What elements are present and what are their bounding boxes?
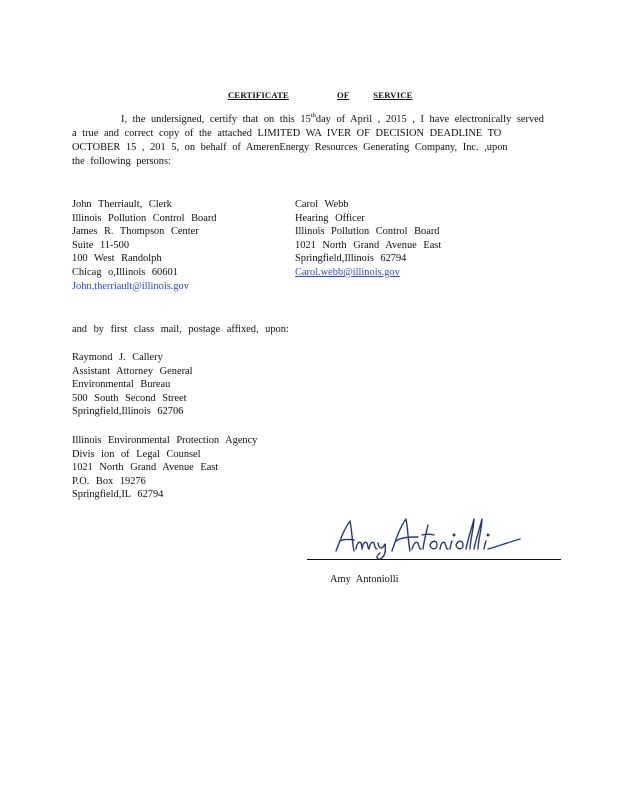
address-line: Chicag o,Illinois 60601: [72, 266, 178, 278]
email-link-therriault[interactable]: John.therriault@illinois.gov: [72, 280, 189, 292]
address-line: John Therriault, Clerk: [72, 199, 172, 210]
address-line: Carol Webb: [295, 199, 349, 210]
title-word-certificate: CERTIFICATE: [228, 90, 289, 100]
address-line: 500 South Second Street: [72, 392, 187, 404]
day-ordinal-superscript: th: [310, 112, 316, 119]
document-title: [228, 89, 437, 103]
address-line: 1021 North Grand Avenue East: [72, 462, 219, 474]
recipient-mail-2-block: [72, 434, 257, 502]
intro-line-4: the following persons:: [72, 156, 171, 167]
recipient-left-block: [72, 198, 217, 293]
signature-line: [307, 559, 561, 560]
address-line: Illinois Pollution Control Board: [72, 212, 217, 224]
address-line: Hearing Officer: [295, 212, 365, 224]
address-line: P.O. Box 19276: [72, 475, 146, 487]
intro-line-1-part-b: day of April , 2015 , I have electronically served: [315, 114, 544, 125]
address-line: Springfield,Illinois 62794: [295, 253, 407, 265]
address-line: Illinois Pollution Control Board: [295, 226, 440, 238]
address-line: Illinois Environmental Protection Agency: [72, 435, 258, 446]
mail-intro: and by first class mail, postage affixed, upon:: [72, 324, 289, 335]
signer-name: Amy Antoniolli: [330, 574, 399, 585]
address-line: Environmental Bureau: [72, 379, 171, 391]
address-line: James R. Thompson Center: [72, 226, 199, 238]
address-line: 1021 North Grand Avenue East: [295, 239, 442, 251]
recipient-right-block: [295, 198, 441, 280]
email-link-webb[interactable]: Carol.webb@illinois.gov: [295, 266, 400, 278]
handwritten-signature: [330, 513, 540, 561]
recipient-mail-1-block: [72, 351, 193, 419]
address-line: 100 West Randolph: [72, 253, 162, 265]
intro-line-1-part-a: I, the undersigned, certify that on this 15: [121, 114, 311, 125]
address-line: Assistant Attorney General: [72, 365, 193, 377]
address-line: Springfield,IL 62794: [72, 489, 164, 501]
intro-line-1: [121, 113, 544, 127]
intro-line-3: OCTOBER 15 , 201 5, on behalf of AmerenEnergy Resources Generating Company, Inc. ,upon: [72, 142, 508, 153]
title-word-service: SERVICE: [373, 90, 413, 100]
address-line: Springfield,Illinois 62706: [72, 406, 184, 418]
title-word-of: OF: [336, 90, 350, 100]
address-line: Raymond J. Callery: [72, 352, 163, 363]
address-line: Suite 11-500: [72, 239, 130, 251]
address-line: Divis ion of Legal Counsel: [72, 448, 201, 460]
intro-line-2: a true and correct copy of the attached LIMITED WA IVER OF DECISION DEADLINE TO: [72, 128, 502, 139]
